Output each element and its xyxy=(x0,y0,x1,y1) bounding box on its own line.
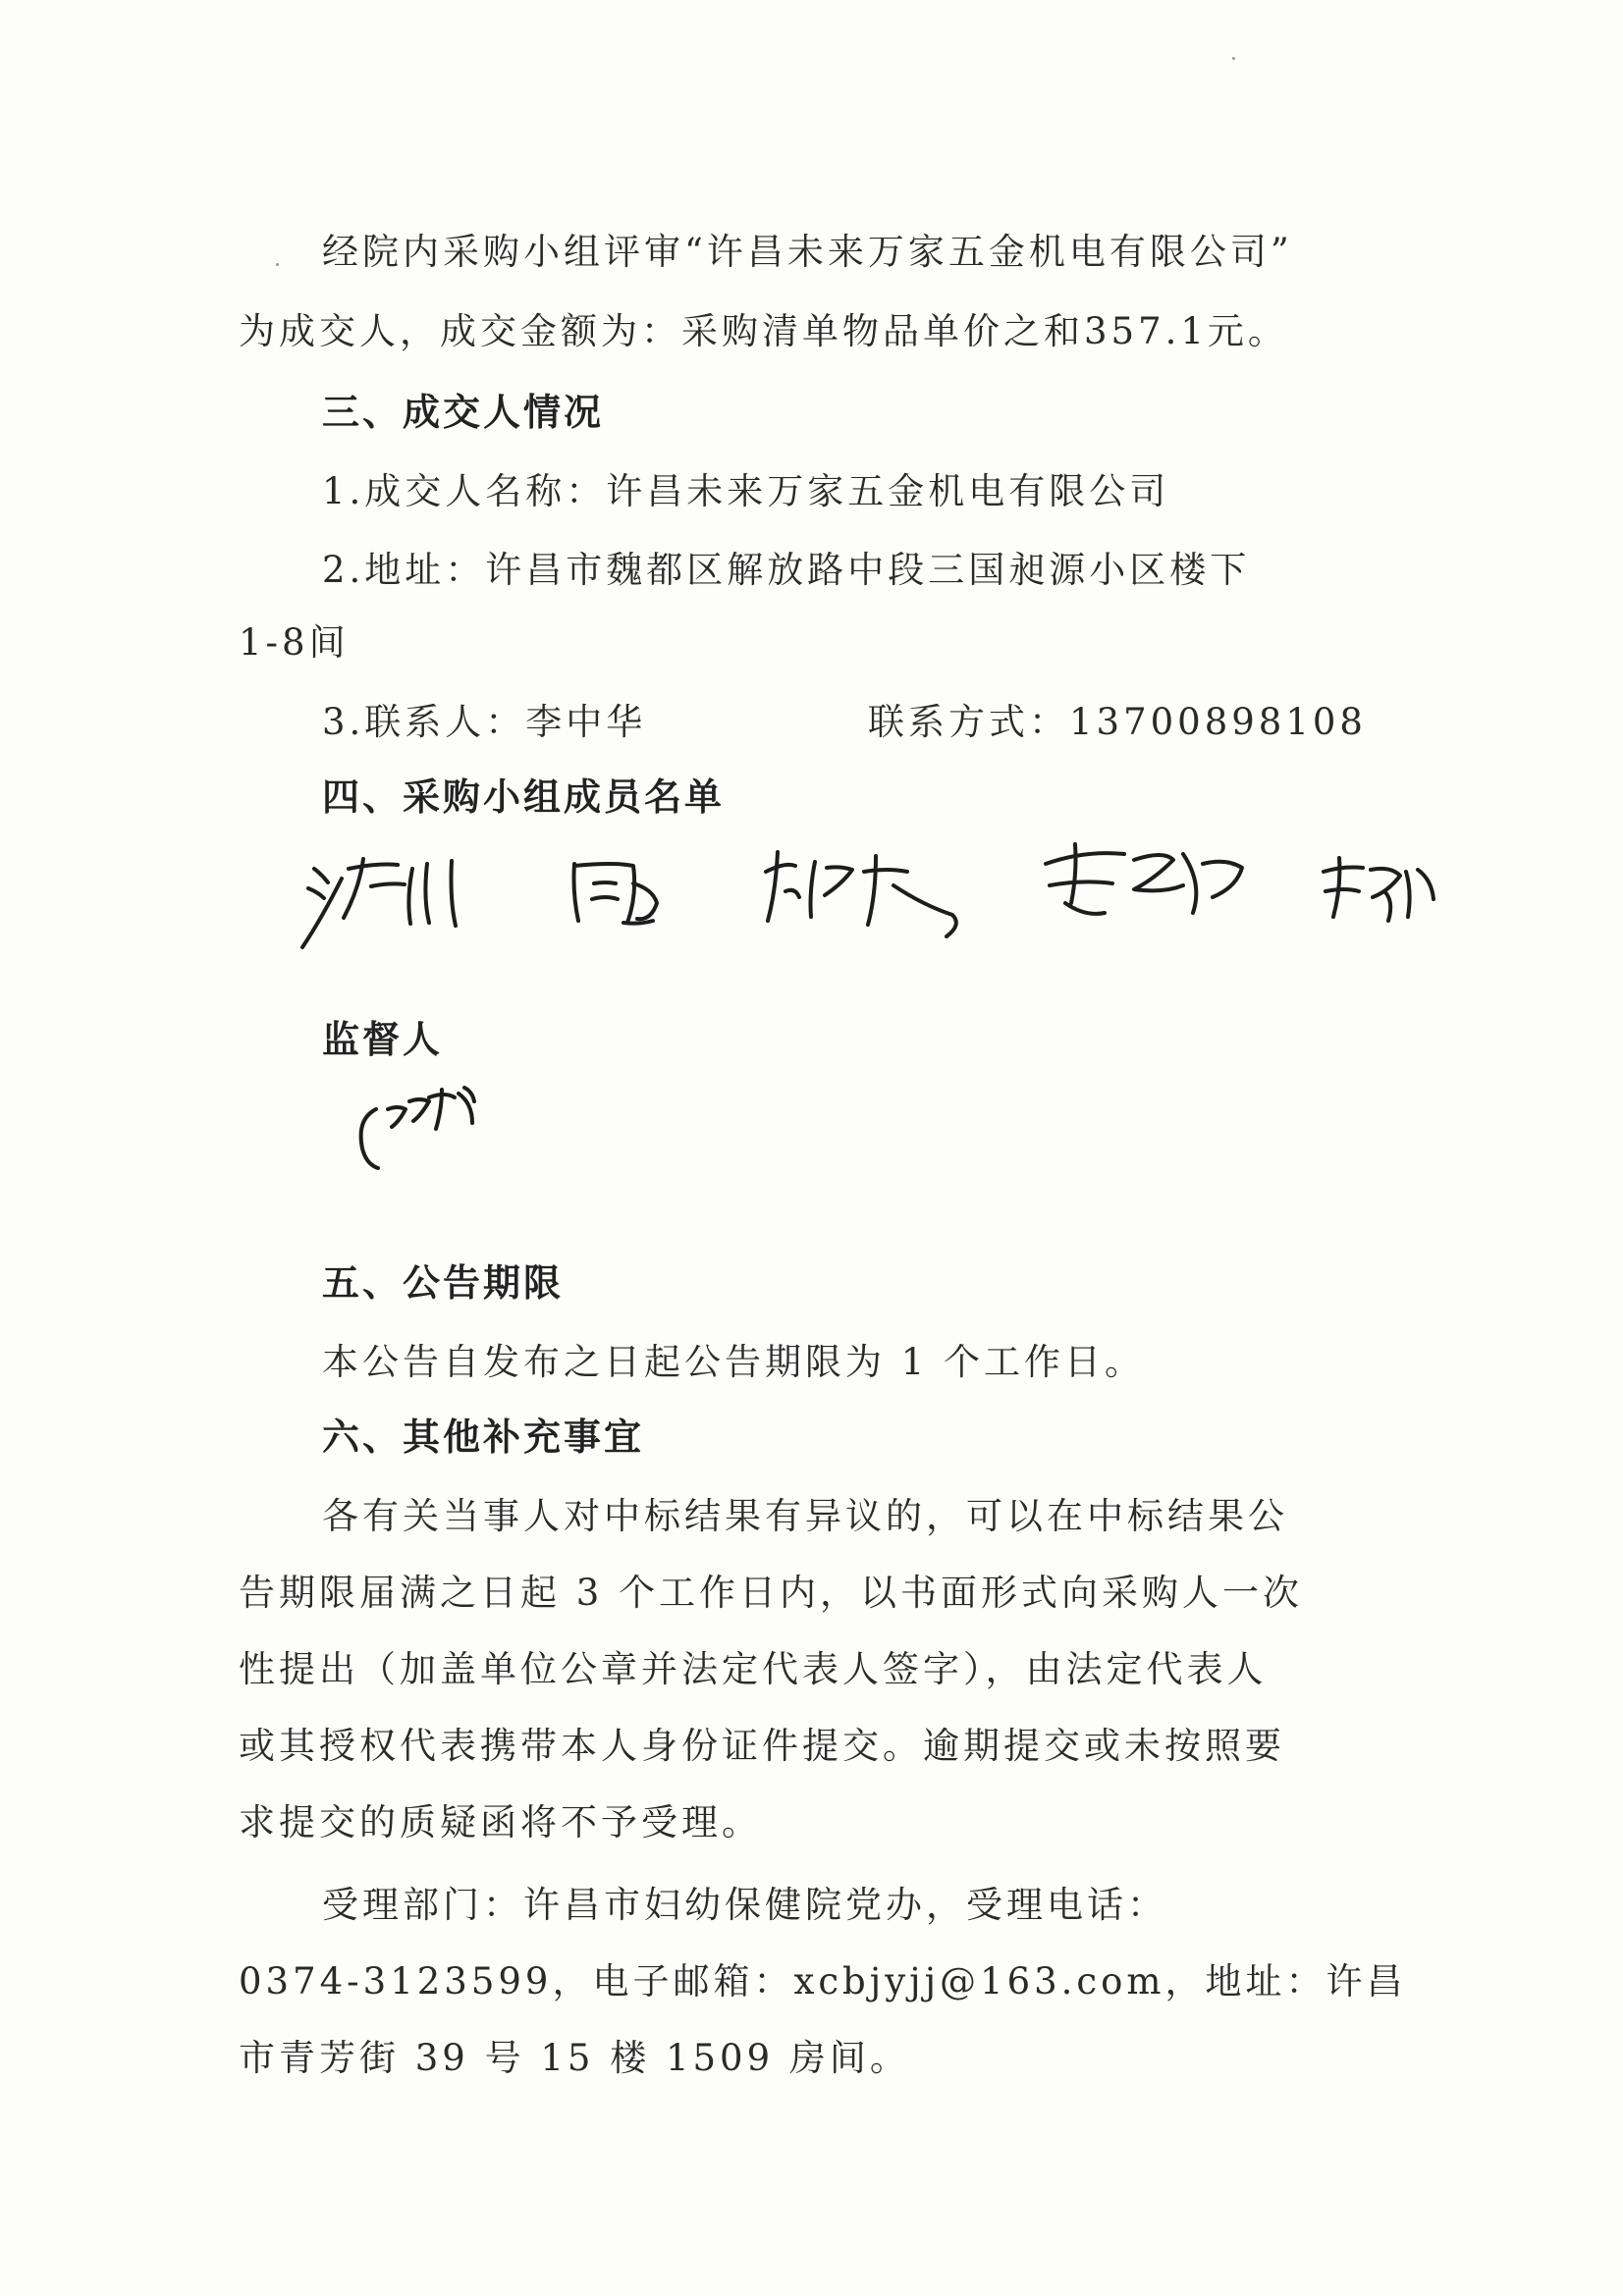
objection-line-1: 各有关当事人对中标结果有异议的，可以在中标结果公 xyxy=(322,1495,1288,1537)
contact-line-2: 0374-3123599，电子邮箱：xcbjyjj@163.com，地址：许昌 xyxy=(239,1960,1407,2002)
scan-speck xyxy=(276,263,279,266)
section-3-heading: 三、成交人情况 xyxy=(322,391,605,434)
winner-address-line-2: 1-8间 xyxy=(239,621,350,664)
award-line-1: 经院内采购小组评审“许昌未来万家五金机电有限公司” xyxy=(322,231,1293,273)
objection-line-2: 告期限届满之日起 3 个工作日内，以书面形式向采购人一次 xyxy=(239,1572,1304,1614)
objection-line-3: 性提出（加盖单位公章并法定代表人签字），由法定代表人 xyxy=(239,1648,1268,1690)
winner-contact-person: 3.联系人：李中华 xyxy=(322,701,647,743)
signature-member-4 xyxy=(1036,834,1262,942)
signature-member-1 xyxy=(295,839,520,957)
objection-line-4: 或其授权代表携带本人身份证件提交。逾期提交或未按照要 xyxy=(239,1725,1285,1767)
section-6-heading: 六、其他补充事宜 xyxy=(322,1415,645,1459)
section-5-heading: 五、公告期限 xyxy=(322,1261,565,1305)
contact-line-3: 市青芳街 39 号 15 楼 1509 房间。 xyxy=(239,2037,910,2079)
winner-contact-phone: 联系方式：13700898108 xyxy=(868,701,1367,743)
announcement-period-text: 本公告自发布之日起公告期限为 1 个工作日。 xyxy=(322,1341,1146,1383)
section-4-heading: 四、采购小组成员名单 xyxy=(322,775,726,819)
supervisor-heading: 监督人 xyxy=(322,1018,444,1061)
signature-member-5 xyxy=(1316,852,1443,931)
award-line-2: 为成交人，成交金额为：采购清单物品单价之和357.1元。 xyxy=(239,310,1288,352)
winner-name: 1.成交人名称：许昌未来万家五金机电有限公司 xyxy=(322,470,1170,512)
contact-line-1: 受理部门：许昌市妇幼保健院党办，受理电话： xyxy=(322,1884,1167,1926)
winner-address-line-1: 2.地址：许昌市魏都区解放路中段三国昶源小区楼下 xyxy=(322,549,1251,591)
signature-member-3 xyxy=(756,842,972,950)
scan-speck xyxy=(1232,57,1235,60)
signature-member-2 xyxy=(565,854,673,942)
signature-supervisor xyxy=(349,1080,506,1178)
objection-line-5: 求提交的质疑函将不予受理。 xyxy=(239,1801,762,1843)
